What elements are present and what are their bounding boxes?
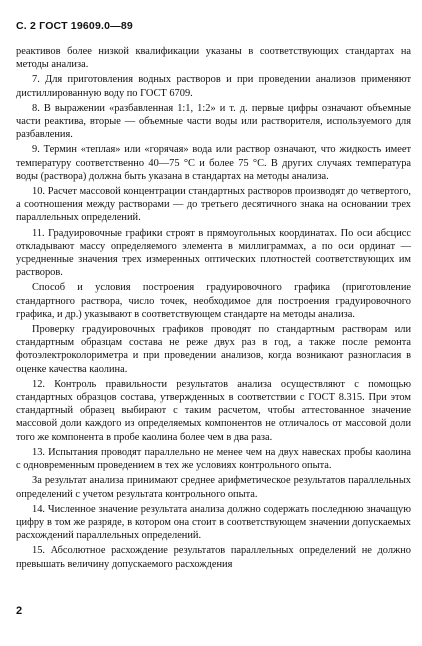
paragraph: За результат анализа принимают среднее арифметическое результатов параллельных определений с учетом результата контрольного опыта. [16,475,411,500]
paragraph: 15. Абсолютное расхождение результатов параллельных определений не должно превышать величину допускаемого расхождения [16,545,411,570]
document-body [16,45,411,571]
paragraph: Способ и условия построения градуировочного графика (приготовление стандартного раствора, число точек, необходимое для построения градуировочного графика, и др.) указывают в соответствующем стандарте на методы анализа. [16,282,411,320]
paragraph: 14. Численное значение результата анализа должно содержать последнюю значащую цифру в том же разряде, в котором она стоит в соответствующем значении допускаемых расхождений параллельных определений. [16,503,411,542]
paragraph: Проверку градуировочных графиков проводят по стандартным растворам или стандартным образцам состава не реже двух раз в год, а также после ремонта фотоэлектроколориметра и при проведении анализов, когда возникают разногласия в оценке качества каолина. [16,324,411,375]
page-number: 2 [16,605,23,617]
paragraph: 13. Испытания проводят параллельно не менее чем на двух навесках пробы каолина с одновременным проведением в тех же условиях контрольного опыта. [16,446,411,472]
paragraph: 8. В выражении «разбавленная 1:1, 1:2» и т. д. первые цифры означают объемные части реактива, вторые — объемные части воды или растворителя, используемого для разбавления. [16,102,411,141]
paragraph: 7. Для приготовления водных растворов и при проведении анализов применяют дистиллированную воду по ГОСТ 6709. [16,74,411,99]
paragraph: 9. Термин «теплая» или «горячая» вода или раствор означают, что жидкость имеет температуру соответственно 40—75 °С и более 75 °С. В других случаях температура воды (раствора) должна быть указана в стандартах на методы анализа. [16,144,411,182]
page-header: С. 2 ГОСТ 19609.0—89 [16,20,133,32]
paragraph: 10. Расчет массовой концентрации стандартных растворов производят до четвертого, а соотношения между растворами — до третьего десятичного знака на основании трех параллельных определений. [16,186,411,224]
paragraph: реактивов более низкой квалификации указаны в соответствующих стандартах на методы анализа. [16,46,411,71]
paragraph: 12. Контроль правильности результатов анализа осуществляют с помощью стандартных образцов состава, утвержденных в соответствии с ГОСТ 8.315. При этом стандартный образец выбирают с таким расчетом, чтобы аттестованное значение массовой доли каждого из определяемых компонентов не отличалось от массовой доли того же компонента в пробе каолина более чем в два раза. [16,378,411,443]
paragraph: 11. Градуировочные графики строят в прямоугольных координатах. По оси абсцисс откладывают массу определяемого элемента в миллиграммах, а по оси ординат — усредненные значения трех измеренных оптических плотностей соответствующих им растворов. [16,227,411,279]
